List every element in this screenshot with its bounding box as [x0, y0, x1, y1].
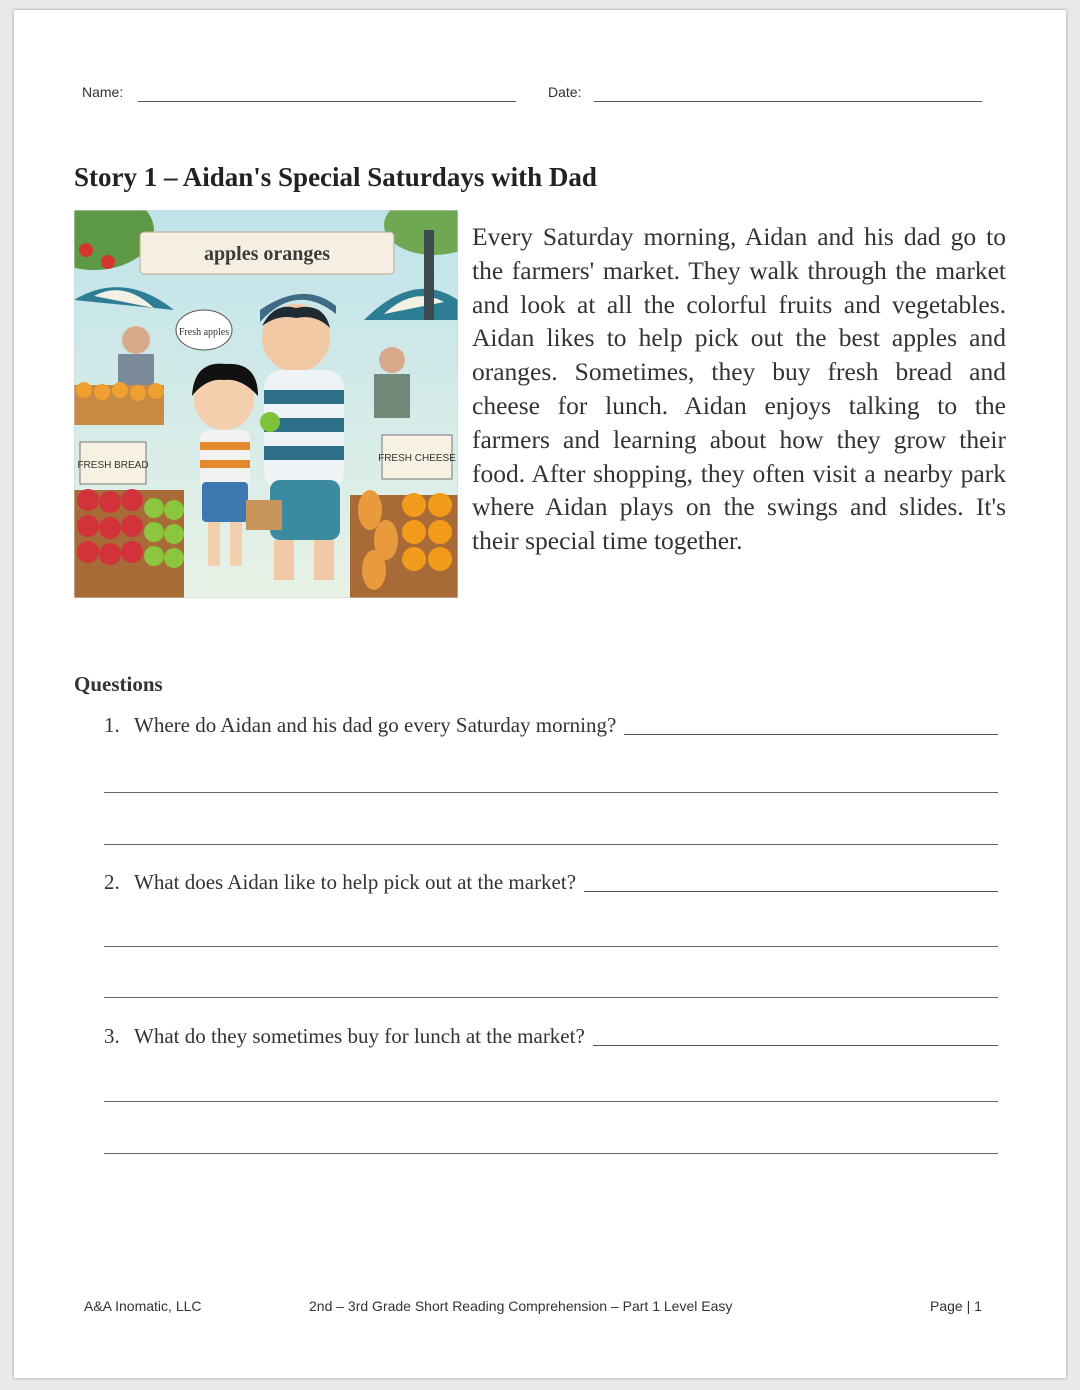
question-number: 3. [104, 1024, 120, 1048]
date-label: Date: [548, 84, 582, 100]
answer-line[interactable] [624, 734, 998, 735]
question-text: Where do Aidan and his dad go every Saturday morning? [134, 713, 617, 737]
answer-line[interactable] [104, 792, 998, 793]
sign-fresh-cheese: FRESH CHEESE [378, 453, 456, 464]
question-2 [104, 870, 998, 895]
question-number: 2. [104, 870, 120, 894]
question-text: What do they sometimes buy for lunch at the market? [134, 1024, 585, 1048]
footer-course: 2nd – 3rd Grade Short Reading Comprehension – Part 1 Level Easy [309, 1298, 733, 1314]
date-line[interactable] [594, 101, 982, 102]
answer-line[interactable] [104, 946, 998, 947]
footer-page-number: Page | 1 [930, 1298, 982, 1314]
questions-heading: Questions [74, 672, 163, 696]
illustration-banner: apples oranges [203, 243, 331, 265]
question-number: 1. [104, 713, 120, 737]
name-label: Name: [82, 84, 124, 100]
answer-line[interactable] [584, 891, 998, 892]
answer-line[interactable] [104, 1101, 998, 1102]
question-text: What does Aidan like to help pick out at the market? [134, 870, 577, 894]
answer-line[interactable] [104, 1153, 998, 1154]
answer-line[interactable] [104, 997, 998, 998]
story-illustration [74, 210, 458, 598]
footer-company: A&A Inomatic, LLC [84, 1298, 202, 1314]
illustration-bubble: Fresh apples [178, 327, 230, 338]
answer-line[interactable] [593, 1045, 998, 1046]
story-title: Story 1 – Aidan's Special Saturdays with Dad [74, 162, 597, 192]
question-1 [104, 713, 998, 738]
question-3 [104, 1024, 998, 1049]
story-text: Every Saturday morning, Aidan and his dad go to the farmers' market. They walk through the market and look at all the colorful fruits and vegetables. Aidan likes to help pick out the best apples and oranges. Sometimes, they buy fresh bread and cheese for lunch. Aidan enjoys talking to the farmers and learning about how they grow their food. After shopping, they often visit a nearby park where Aidan plays on the swings and slides. It's their special time together. [472, 222, 1006, 556]
sign-fresh-bread: FRESH BREAD [77, 460, 149, 471]
worksheet-page [14, 10, 1066, 1378]
name-line[interactable] [138, 101, 516, 102]
answer-line[interactable] [104, 844, 998, 845]
